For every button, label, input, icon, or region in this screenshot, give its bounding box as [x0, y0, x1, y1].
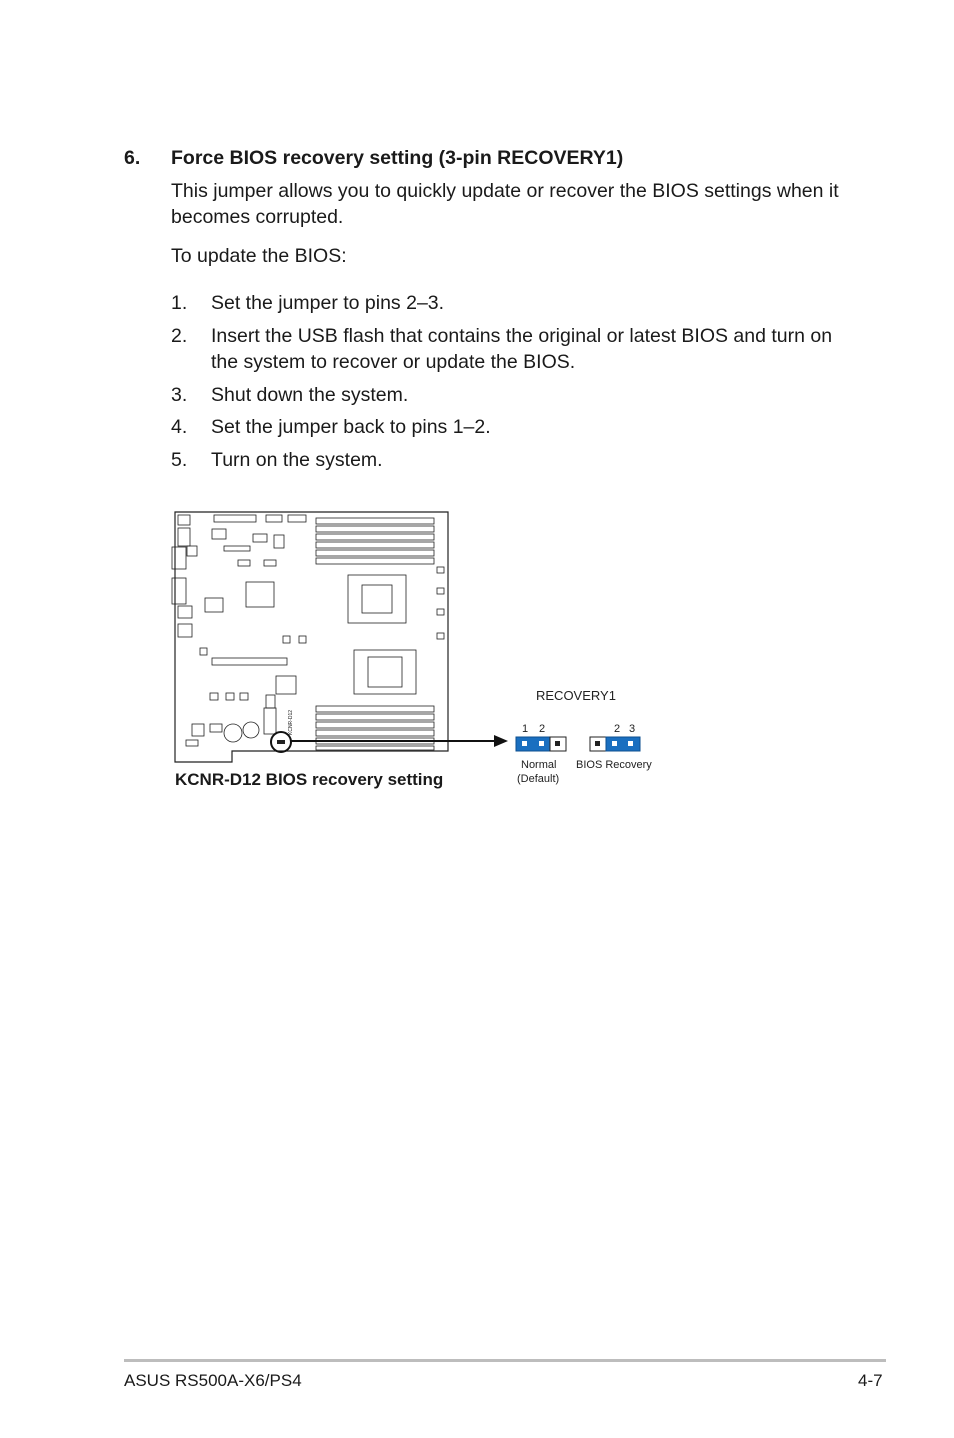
board-components	[172, 515, 306, 746]
normal-label: Normal	[521, 759, 557, 771]
step-5-text: Turn on the system.	[211, 449, 383, 471]
figure-caption: KCNR-D12 BIOS recovery setting	[175, 770, 444, 789]
footer-product: ASUS RS500A-X6/PS4	[124, 1371, 302, 1390]
step-2-text: Insert the USB flash that contains the original or latest BIOS and turn on	[211, 325, 833, 347]
section-title: Force BIOS recovery setting (3-pin RECOVERY1)	[171, 147, 624, 169]
recovery-pin-a: 2	[614, 723, 621, 735]
step-4-number: 4.	[171, 416, 188, 438]
right-edge-connectors	[437, 567, 444, 639]
section-number: 6.	[124, 147, 141, 169]
step-5-number: 5.	[171, 449, 188, 471]
step-1-number: 1.	[171, 292, 188, 314]
normal-pin-b: 2	[539, 723, 546, 735]
step-3-number: 3.	[171, 384, 188, 406]
normal-pin-a: 1	[522, 723, 529, 735]
recovery-label: BIOS Recovery	[576, 759, 652, 771]
dimm-slots-upper	[316, 518, 434, 564]
step-2-number: 2.	[171, 325, 188, 347]
recovery-pin-b: 3	[629, 723, 636, 735]
step-4-text: Set the jumper back to pins 1–2.	[211, 416, 491, 438]
intro-line-1: This jumper allows you to quickly update or recover the BIOS settings when it	[171, 180, 839, 202]
normal-sublabel: (Default)	[517, 773, 560, 785]
footer-divider	[124, 1359, 886, 1362]
intro-line-2: becomes corrupted.	[171, 206, 344, 228]
step-1-text: Set the jumper to pins 2–3.	[211, 292, 445, 314]
cpu-sockets	[348, 575, 416, 694]
board-name-label: KCNR-D12	[288, 709, 294, 735]
step-2-text-cont: the system to recover or update the BIOS.	[211, 351, 576, 373]
footer-page-number: 4-7	[858, 1371, 883, 1390]
recovery-jumper	[590, 737, 640, 751]
dimm-slots-lower	[316, 706, 434, 750]
update-heading: To update the BIOS:	[171, 245, 347, 267]
normal-jumper	[516, 737, 566, 751]
motherboard-outline	[175, 512, 448, 762]
jumper-title: RECOVERY1	[536, 688, 616, 703]
pointer-arrow-head	[494, 735, 508, 747]
step-3-text: Shut down the system.	[211, 384, 409, 406]
bios-recovery-figure	[160, 505, 680, 800]
